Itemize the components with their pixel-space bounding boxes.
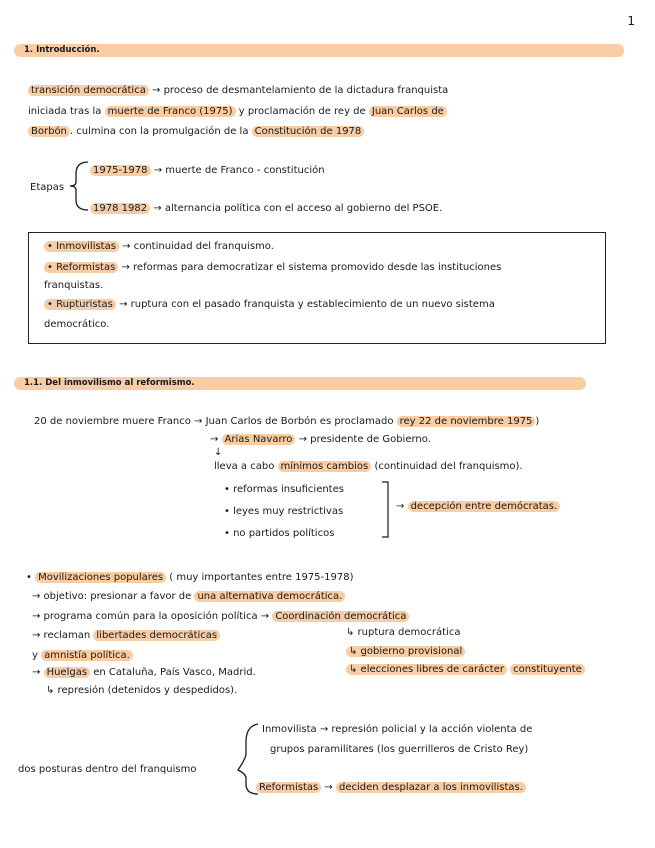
term-highlight: transición democrática	[28, 85, 149, 96]
box-item-3	[44, 298, 495, 311]
text: (continuidad del franquismo).	[374, 461, 523, 472]
etapas-label: Etapas	[30, 182, 65, 193]
section-heading-bar	[14, 377, 586, 390]
bracket-icon	[380, 481, 392, 539]
highlight: amnistía política.	[41, 650, 133, 661]
section-heading: 1.1. Del inmovilismo al reformismo.	[24, 378, 195, 388]
list-item: • leyes muy restrictivas	[224, 506, 344, 517]
line-huelgas	[32, 666, 256, 679]
etapa-text: → muerte de Franco - constitución	[153, 165, 325, 176]
text: → objetivo: presionar a favor de	[32, 591, 192, 602]
line-franco	[34, 415, 539, 428]
page-number: 1	[627, 14, 635, 28]
text: → reclaman	[32, 630, 91, 641]
line-programa	[32, 610, 409, 623]
highlight: Juan Carlos de	[369, 106, 447, 117]
highlight: Coordinación democrática	[272, 611, 409, 622]
list-item: • reformas insuficientes	[224, 484, 344, 495]
etapa-1	[90, 164, 325, 177]
definition-line-3	[28, 125, 364, 138]
postura-inmovilista-cont: grupos paramilitares (los guerrilleros de Cristo Rey)	[270, 744, 529, 755]
line-movilizaciones	[26, 571, 354, 584]
box-text: → reformas para democratizar el sistema promovido desde las instituciones	[121, 262, 502, 273]
highlight: ↳ gobierno provisional	[346, 646, 465, 657]
highlight: libertades democráticas	[93, 630, 220, 641]
line-ruptura: ↳ ruptura democrática	[346, 627, 461, 638]
section-heading: 1. Introducción.	[24, 45, 100, 55]
highlight: • Reformistas	[44, 262, 118, 273]
box-item-2	[44, 261, 501, 274]
text: •	[26, 572, 32, 583]
line-cambios	[214, 460, 523, 473]
line-represion: ↳ represión (detenidos y despedidos).	[46, 685, 238, 696]
definition-text: y proclamación de rey de	[238, 106, 366, 117]
posturas-label: dos posturas dentro del franquismo	[18, 764, 197, 775]
box-item-3-cont: democrático.	[44, 319, 110, 330]
section-heading-bar	[14, 44, 624, 57]
highlight: muerte de Franco (1975)	[105, 106, 236, 117]
list-item: • no partidos políticos	[224, 528, 335, 539]
box-text: → ruptura con el pasado franquista y establecimiento de un nuevo sistema	[119, 299, 495, 310]
definition-text: . culmina con la promulgación de la	[69, 126, 249, 137]
highlight: Constitución de 1978	[252, 126, 365, 137]
highlight: 1975-1978	[90, 165, 151, 176]
line-objetivo	[32, 590, 345, 603]
box-item-2-cont: franquistas.	[44, 280, 104, 291]
brace-icon	[70, 160, 90, 212]
postura-inmovilista: Inmovilista → represión policial y la acción violenta de	[262, 724, 533, 735]
highlight: 1978 1982	[90, 203, 150, 214]
line-result	[396, 500, 560, 513]
arrow-down-icon: ↓	[214, 447, 223, 458]
highlight: mínimos cambios	[278, 461, 372, 472]
line-gobierno	[346, 645, 465, 658]
text: y	[32, 650, 38, 661]
box-item-1	[44, 240, 274, 253]
text: en Cataluña, País Vasco, Madrid.	[93, 667, 256, 678]
box-text: → continuidad del franquismo.	[122, 241, 274, 252]
definition-text: → proceso de desmantelamiento de la dictadura franquista	[152, 85, 449, 96]
etapa-2	[90, 202, 442, 215]
definition-line-1	[28, 84, 448, 97]
line-elecciones	[346, 663, 585, 676]
text: →	[32, 667, 41, 678]
highlight: una alternativa democrática.	[194, 591, 345, 602]
postura-reformista	[256, 781, 526, 794]
text: → presidente de Gobierno.	[298, 434, 431, 445]
text: lleva a cabo	[214, 461, 275, 472]
text: 20 de noviembre muere Franco → Juan Carlos de Borbón es proclamado	[34, 416, 394, 427]
text: →	[396, 501, 405, 512]
highlight: rey 22 de noviembre 1975	[397, 416, 536, 427]
highlight: • Rupturistas	[44, 299, 116, 310]
highlight: ↳ elecciones libres de carácter	[346, 664, 507, 675]
definition-line-2	[28, 105, 447, 118]
highlight: • Inmovilistas	[44, 241, 119, 252]
text: → programa común para la oposición política →	[32, 611, 270, 622]
highlight: Arias Navarro	[222, 434, 296, 445]
highlight: Movilizaciones populares	[35, 572, 166, 583]
highlight: Borbón	[28, 126, 70, 137]
text: )	[535, 416, 540, 427]
definition-text: iniciada tras la	[28, 106, 102, 117]
line-arias	[210, 433, 431, 446]
highlight: decepción entre demócratas.	[408, 501, 561, 512]
text: →	[210, 434, 219, 445]
line-reclaman	[32, 629, 220, 642]
highlight: deciden desplazar a los inmovilistas.	[336, 782, 526, 793]
highlight: constituyente	[510, 664, 585, 675]
highlight: Reformistas	[256, 782, 321, 793]
text: →	[324, 782, 333, 793]
text: ( muy importantes entre 1975-1978)	[169, 572, 354, 583]
etapa-text: → alternancia política con el acceso al gobierno del PSOE.	[153, 203, 443, 214]
highlight: Huelgas	[44, 667, 90, 678]
line-amnistia	[32, 649, 133, 662]
